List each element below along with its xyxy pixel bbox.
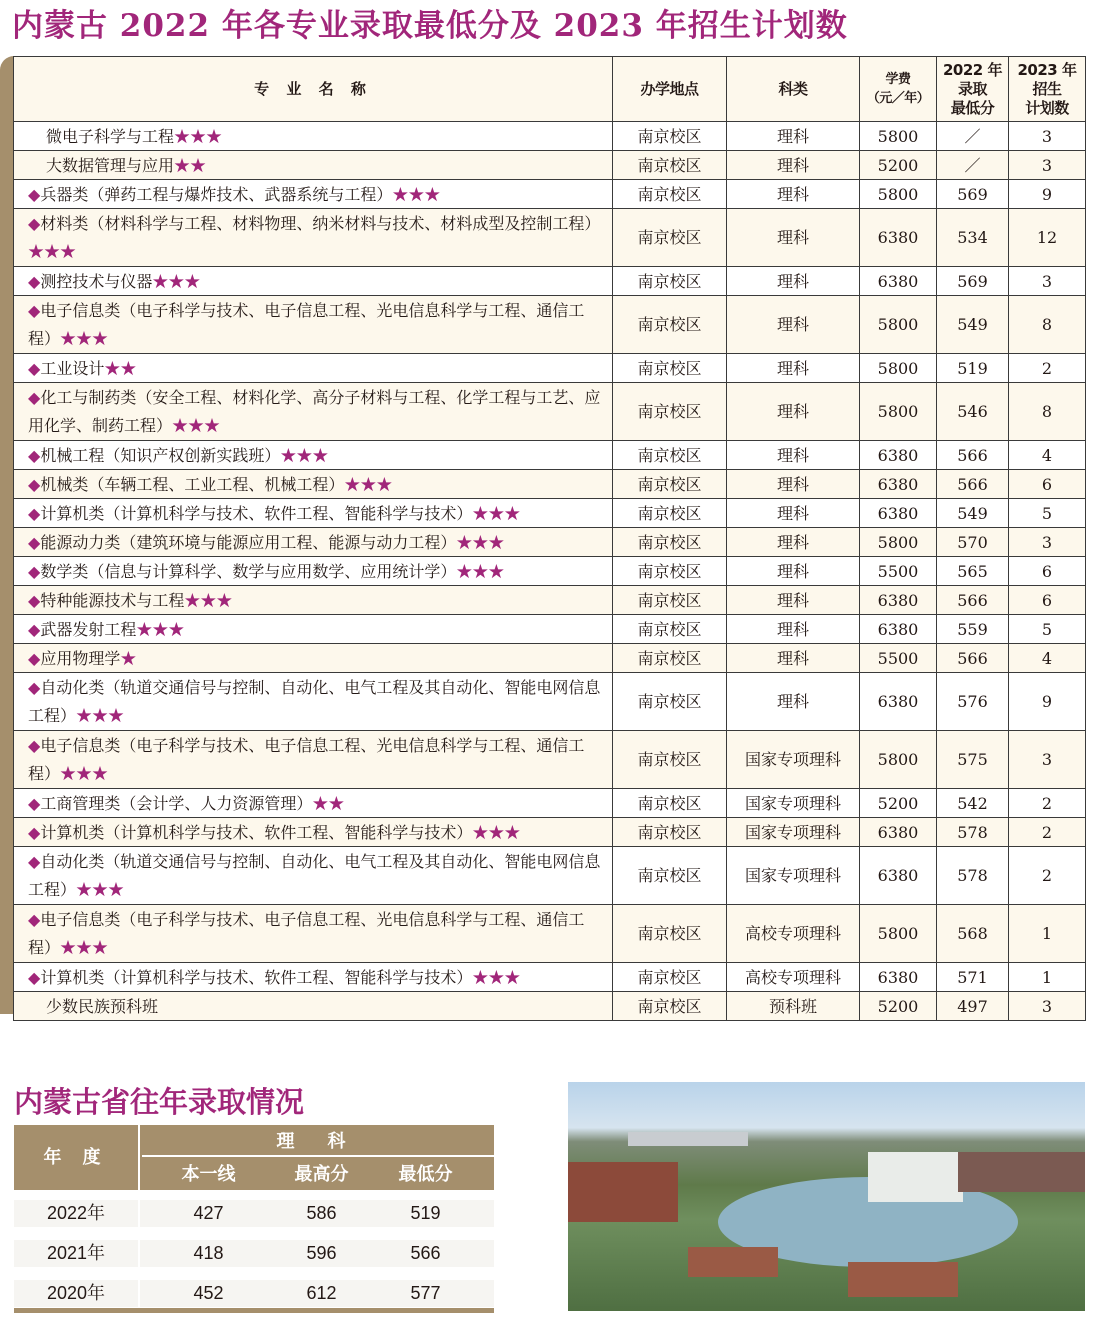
loc-cell: 南京校区: [613, 905, 727, 963]
min-cell: 559: [937, 615, 1009, 644]
year-cell: 2022年: [14, 1200, 140, 1227]
type-cell: 理科: [727, 354, 860, 383]
plan-cell: 3: [1009, 122, 1086, 151]
star-rating: ★★★: [76, 705, 125, 725]
fee-cell: 6380: [860, 615, 937, 644]
type-cell: 理科: [727, 673, 860, 731]
major-name: [14, 586, 613, 615]
star-rating: ★★★: [152, 271, 201, 291]
type-cell: 理科: [727, 267, 860, 296]
diamond-icon: ◆: [28, 735, 41, 755]
table-row: [14, 528, 1086, 557]
fee-cell: 5800: [860, 731, 937, 789]
star-rating: ★★★: [472, 822, 521, 842]
star-rating: ★★★: [472, 967, 521, 987]
star-rating: ★★★: [392, 184, 441, 204]
loc-cell: 南京校区: [613, 296, 727, 354]
score-cell: 596: [306, 1243, 337, 1263]
diamond-icon: ◆: [28, 184, 41, 204]
major-name: [14, 789, 613, 818]
major-name: [14, 528, 613, 557]
major-label: 机械工程（知识产权创新实践班）: [40, 445, 281, 465]
type-cell: 国家专项理科: [727, 731, 860, 789]
type-cell: 预科班: [727, 992, 860, 1021]
loc-cell: 南京校区: [613, 354, 727, 383]
fee-cell: 5800: [860, 122, 937, 151]
type-cell: 理科: [727, 209, 860, 267]
min-cell: 519: [937, 354, 1009, 383]
star-rating: ★★★: [136, 619, 185, 639]
fee-cell: 5200: [860, 789, 937, 818]
major-label: 武器发射工程: [40, 619, 137, 639]
diamond-icon: ◆: [28, 677, 41, 697]
diamond-icon: ◆: [28, 532, 41, 552]
major-label: 化工与制药类（安全工程、材料化学、高分子材料与工程、化学工程与工艺、应用化学、制药工程）: [28, 387, 601, 435]
loc-cell: 南京校区: [613, 499, 727, 528]
loc-cell: 南京校区: [613, 673, 727, 731]
plan-cell: 2: [1009, 847, 1086, 905]
column-header: 2023 年 招生 计划数: [1009, 57, 1086, 122]
score-cell: 586: [306, 1203, 337, 1223]
diamond-icon: ◆: [28, 358, 41, 378]
type-cell: 理科: [727, 441, 860, 470]
major-label: 计算机类（计算机科学与技术、软件工程、智能科学与技术）: [40, 503, 473, 523]
plan-cell: 6: [1009, 470, 1086, 499]
type-cell: 理科: [727, 296, 860, 354]
fee-cell: 5800: [860, 383, 937, 441]
min-cell: 578: [937, 818, 1009, 847]
fee-cell: 6380: [860, 267, 937, 296]
plan-cell: 2: [1009, 789, 1086, 818]
major-name: [14, 296, 613, 354]
table-bottom-rule: [14, 1308, 494, 1313]
plan-cell: 5: [1009, 615, 1086, 644]
min-cell: 566: [937, 470, 1009, 499]
min-cell: 568: [937, 905, 1009, 963]
major-name: [14, 847, 613, 905]
major-name: [14, 644, 613, 673]
column-header: 学费 （元／年）: [860, 57, 937, 122]
type-cell: 理科: [727, 383, 860, 441]
star-rating: ★★★: [472, 503, 521, 523]
min-cell: 549: [937, 296, 1009, 354]
star-rating: ★★★: [280, 445, 329, 465]
loc-cell: 南京校区: [613, 441, 727, 470]
star-rating: ★: [120, 648, 137, 668]
loc-cell: 南京校区: [613, 470, 727, 499]
column-header: 2022 年 录取 最低分: [937, 57, 1009, 122]
plan-cell: 3: [1009, 992, 1086, 1021]
loc-cell: 南京校区: [613, 267, 727, 296]
fee-cell: 6380: [860, 818, 937, 847]
min-cell: 570: [937, 528, 1009, 557]
diamond-icon: ◆: [28, 445, 41, 465]
type-cell: 理科: [727, 499, 860, 528]
diamond-icon: ◆: [28, 793, 41, 813]
star-rating: ★★★: [344, 474, 393, 494]
year-header: 年 度: [14, 1125, 140, 1190]
table-row: [14, 673, 1086, 731]
table-row: [14, 209, 1086, 267]
major-name: [14, 151, 613, 180]
plan-cell: 3: [1009, 151, 1086, 180]
table-row: [14, 644, 1086, 673]
star-rating: ★★: [174, 155, 207, 175]
major-label: 电子信息类（电子科学与技术、电子信息工程、光电信息科学与工程、通信工程）: [28, 735, 585, 783]
major-name: [14, 731, 613, 789]
diamond-icon: ◆: [28, 503, 41, 523]
major-label: 微电子科学与工程: [46, 126, 175, 146]
table-row: [14, 383, 1086, 441]
major-name: [14, 470, 613, 499]
major-label: 数学类（信息与计算科学、数学与应用数学、应用统计学）: [40, 561, 457, 581]
type-cell: 理科: [727, 180, 860, 209]
table-row: [14, 847, 1086, 905]
star-rating: ★★★: [60, 763, 109, 783]
star-rating: ★★: [312, 793, 345, 813]
score-cell: 427: [193, 1203, 224, 1223]
fee-cell: 6380: [860, 209, 937, 267]
type-cell: 国家专项理科: [727, 818, 860, 847]
fee-cell: 5800: [860, 905, 937, 963]
major-label: 机械类（车辆工程、工业工程、机械工程）: [40, 474, 345, 494]
plan-cell: 8: [1009, 383, 1086, 441]
major-name: [14, 209, 613, 267]
fee-cell: 5800: [860, 296, 937, 354]
table-row: [14, 180, 1086, 209]
loc-cell: 南京校区: [613, 209, 727, 267]
major-name: [14, 673, 613, 731]
loc-cell: 南京校区: [613, 731, 727, 789]
table-row: [14, 267, 1086, 296]
fee-cell: 5500: [860, 557, 937, 586]
loc-cell: 南京校区: [613, 180, 727, 209]
min-cell: 566: [937, 441, 1009, 470]
min-cell: 497: [937, 992, 1009, 1021]
type-cell: 国家专项理科: [727, 847, 860, 905]
type-cell: 理科: [727, 644, 860, 673]
diamond-icon: ◆: [28, 474, 41, 494]
fee-cell: 5200: [860, 151, 937, 180]
history-header: [14, 1125, 494, 1190]
plan-cell: 5: [1009, 499, 1086, 528]
diamond-icon: ◆: [28, 213, 41, 233]
star-rating: ★★★: [184, 590, 233, 610]
campus-photo: [568, 1082, 1085, 1311]
major-label: 特种能源技术与工程: [40, 590, 185, 610]
min-cell: ／: [937, 122, 1009, 151]
min-cell: 575: [937, 731, 1009, 789]
plan-cell: 12: [1009, 209, 1086, 267]
plan-cell: 1: [1009, 963, 1086, 992]
major-name: [14, 992, 613, 1021]
major-label: 自动化类（轨道交通信号与控制、自动化、电气工程及其自动化、智能电网信息工程）: [28, 677, 601, 725]
plan-cell: 3: [1009, 528, 1086, 557]
min-cell: 549: [937, 499, 1009, 528]
table-row: [14, 731, 1086, 789]
type-cell: 理科: [727, 615, 860, 644]
min-cell: ／: [937, 151, 1009, 180]
column-header: 专 业 名 称: [14, 57, 613, 122]
major-name: [14, 383, 613, 441]
type-cell: 高校专项理科: [727, 905, 860, 963]
history-row: [14, 1200, 494, 1227]
loc-cell: 南京校区: [613, 586, 727, 615]
diamond-icon: ◆: [28, 967, 41, 987]
major-label: 电子信息类（电子科学与技术、电子信息工程、光电信息科学与工程、通信工程）: [28, 909, 585, 957]
major-label: 电子信息类（电子科学与技术、电子信息工程、光电信息科学与工程、通信工程）: [28, 300, 585, 348]
loc-cell: 南京校区: [613, 151, 727, 180]
major-label: 能源动力类（建筑环境与能源应用工程、能源与动力工程）: [40, 532, 457, 552]
fee-cell: 5200: [860, 992, 937, 1021]
decorative-sidebar: [0, 56, 14, 1014]
diamond-icon: ◆: [28, 648, 41, 668]
major-label: 兵器类（弹药工程与爆炸技术、武器系统与工程）: [40, 184, 393, 204]
plan-cell: 9: [1009, 180, 1086, 209]
table-row: [14, 354, 1086, 383]
min-cell: 569: [937, 267, 1009, 296]
major-label: 工业设计: [40, 358, 105, 378]
type-cell: 理科: [727, 528, 860, 557]
min-cell: 566: [937, 644, 1009, 673]
table-row: [14, 470, 1086, 499]
diamond-icon: ◆: [28, 822, 41, 842]
fee-cell: 6380: [860, 847, 937, 905]
fee-cell: 5800: [860, 180, 937, 209]
type-cell: 理科: [727, 586, 860, 615]
major-label: 计算机类（计算机科学与技术、软件工程、智能科学与技术）: [40, 822, 473, 842]
fee-cell: 5800: [860, 354, 937, 383]
major-name: [14, 354, 613, 383]
min-cell: 571: [937, 963, 1009, 992]
table-row: [14, 151, 1086, 180]
plan-cell: 6: [1009, 586, 1086, 615]
table-row: [14, 441, 1086, 470]
major-name: [14, 818, 613, 847]
major-name: [14, 905, 613, 963]
fee-cell: 5800: [860, 528, 937, 557]
loc-cell: 南京校区: [613, 818, 727, 847]
major-label: 工商管理类（会计学、人力资源管理）: [40, 793, 313, 813]
type-cell: 理科: [727, 557, 860, 586]
type-cell: 国家专项理科: [727, 789, 860, 818]
diamond-icon: ◆: [28, 909, 41, 929]
plan-cell: 4: [1009, 441, 1086, 470]
star-rating: ★★★: [60, 328, 109, 348]
major-name: [14, 615, 613, 644]
year-cell: 2021年: [14, 1240, 140, 1267]
major-name: [14, 267, 613, 296]
star-rating: ★★★: [76, 879, 125, 899]
star-rating: ★★★: [456, 561, 505, 581]
min-cell: 578: [937, 847, 1009, 905]
fee-cell: 6380: [860, 586, 937, 615]
table-row: [14, 963, 1086, 992]
plan-cell: 9: [1009, 673, 1086, 731]
type-cell: 理科: [727, 151, 860, 180]
table-header: [14, 57, 1086, 122]
min-cell: 576: [937, 673, 1009, 731]
loc-cell: 南京校区: [613, 789, 727, 818]
plan-cell: 8: [1009, 296, 1086, 354]
loc-cell: 南京校区: [613, 528, 727, 557]
col-header: 最低分: [398, 1164, 453, 1184]
major-label: 大数据管理与应用: [46, 155, 175, 175]
score-cell: 519: [410, 1203, 441, 1223]
min-cell: 542: [937, 789, 1009, 818]
history-table: [14, 1125, 494, 1303]
star-rating: ★★★: [28, 241, 77, 261]
major-name: [14, 963, 613, 992]
plan-cell: 3: [1009, 731, 1086, 789]
table-row: [14, 615, 1086, 644]
column-header: 办学地点: [613, 57, 727, 122]
loc-cell: 南京校区: [613, 963, 727, 992]
admission-table: [13, 56, 1086, 1021]
plan-cell: 2: [1009, 818, 1086, 847]
diamond-icon: ◆: [28, 387, 41, 407]
major-label: 自动化类（轨道交通信号与控制、自动化、电气工程及其自动化、智能电网信息工程）: [28, 851, 601, 899]
loc-cell: 南京校区: [613, 615, 727, 644]
col-header: 最高分: [294, 1164, 349, 1184]
major-label: 计算机类（计算机科学与技术、软件工程、智能科学与技术）: [40, 967, 473, 987]
major-label: 测控技术与仪器: [40, 271, 153, 291]
loc-cell: 南京校区: [613, 847, 727, 905]
table-row: [14, 586, 1086, 615]
table-row: [14, 499, 1086, 528]
min-cell: 565: [937, 557, 1009, 586]
table-row: [14, 557, 1086, 586]
fee-cell: 5500: [860, 644, 937, 673]
plan-cell: 1: [1009, 905, 1086, 963]
fee-cell: 6380: [860, 963, 937, 992]
score-cell: 452: [193, 1283, 224, 1303]
year-cell: 2020年: [14, 1280, 140, 1307]
plan-cell: 6: [1009, 557, 1086, 586]
history-row: [14, 1280, 494, 1307]
star-rating: ★★★: [456, 532, 505, 552]
score-cell: 418: [193, 1243, 224, 1263]
score-cell: 566: [410, 1243, 441, 1263]
diamond-icon: ◆: [28, 271, 41, 291]
loc-cell: 南京校区: [613, 992, 727, 1021]
diamond-icon: ◆: [28, 851, 41, 871]
col-header: 本一线: [181, 1164, 236, 1184]
type-cell: 理科: [727, 122, 860, 151]
star-rating: ★★★: [172, 415, 221, 435]
min-cell: 569: [937, 180, 1009, 209]
loc-cell: 南京校区: [613, 122, 727, 151]
major-name: [14, 499, 613, 528]
science-group-header: 理 科: [142, 1125, 494, 1157]
score-cell: 612: [306, 1283, 337, 1303]
fee-cell: 6380: [860, 499, 937, 528]
table-row: [14, 122, 1086, 151]
star-rating: ★★★: [60, 937, 109, 957]
table-row: [14, 296, 1086, 354]
min-cell: 546: [937, 383, 1009, 441]
min-cell: 534: [937, 209, 1009, 267]
loc-cell: 南京校区: [613, 383, 727, 441]
type-cell: 理科: [727, 470, 860, 499]
table-row: [14, 789, 1086, 818]
column-header: 科类: [727, 57, 860, 122]
major-label: 少数民族预科班: [46, 996, 159, 1016]
fee-cell: 6380: [860, 441, 937, 470]
major-label: 材料类（材料科学与工程、材料物理、纳米材料与技术、材料成型及控制工程）: [40, 213, 601, 233]
fee-cell: 6380: [860, 673, 937, 731]
score-cell: 577: [410, 1283, 441, 1303]
star-rating: ★★: [104, 358, 137, 378]
plan-cell: 4: [1009, 644, 1086, 673]
table-row: [14, 818, 1086, 847]
table-row: [14, 905, 1086, 963]
plan-cell: 3: [1009, 267, 1086, 296]
page-title: 内蒙古 2022 年各专业录取最低分及 2023 年招生计划数: [12, 8, 848, 44]
history-title: 内蒙古省往年录取情况: [14, 1085, 305, 1119]
star-rating: ★★★: [174, 126, 223, 146]
major-label: 应用物理学: [40, 648, 121, 668]
diamond-icon: ◆: [28, 590, 41, 610]
fee-cell: 6380: [860, 470, 937, 499]
diamond-icon: ◆: [28, 300, 41, 320]
diamond-icon: ◆: [28, 619, 41, 639]
loc-cell: 南京校区: [613, 557, 727, 586]
major-name: [14, 122, 613, 151]
plan-cell: 2: [1009, 354, 1086, 383]
major-name: [14, 557, 613, 586]
loc-cell: 南京校区: [613, 644, 727, 673]
type-cell: 高校专项理科: [727, 963, 860, 992]
table-row: [14, 992, 1086, 1021]
major-name: [14, 441, 613, 470]
history-row: [14, 1240, 494, 1267]
major-name: [14, 180, 613, 209]
min-cell: 566: [937, 586, 1009, 615]
diamond-icon: ◆: [28, 561, 41, 581]
